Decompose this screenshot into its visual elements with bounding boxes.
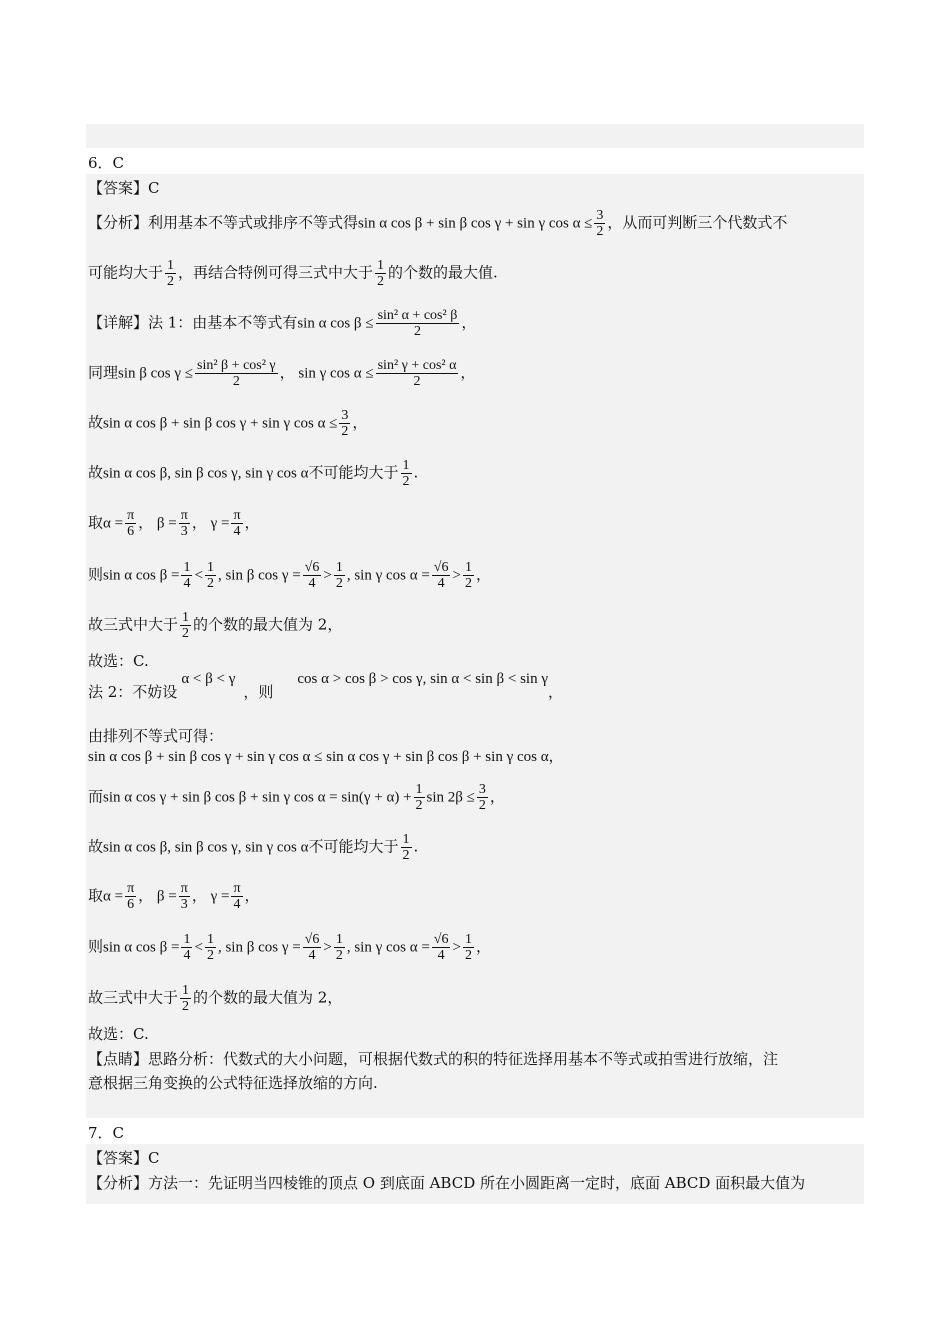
q6-rearr-label: 由排列不等式可得：	[88, 727, 224, 745]
q6-hint-line2: 意根据三角变换的公式特征选择放缩的方向.	[88, 1074, 378, 1092]
q6-choose-1: 故选：C.	[88, 652, 149, 670]
q6-while-line: 而sin α cos γ + sin β cos β + sin γ cos α = sin(γ + α) + $\frac{1}{2}$ sin 2β ≤ $\frac{3}{2}$ ，	[88, 782, 505, 813]
q6-so3-line: 故sin α cos β, sin β cos γ, sin γ cos α不可能均大于 $\frac{1}{2}$ .	[88, 832, 419, 863]
q6-method2-line: 法 2：不妨设α < β < γ，则cos α > cos β > cos γ, sin α < sin β < sin γ，	[88, 671, 563, 701]
q6-heading: 6．C	[88, 154, 125, 172]
shade-top	[86, 124, 864, 148]
q6-take-line-1: 取α = $\frac{\pi}{6}$ ， β = $\frac{\pi}{3}$ ， γ = $\frac{\pi}{4}$ ，	[88, 508, 260, 539]
q6-conclude-line-1: 故三式中大于 $\frac{1}{2}$ 的个数的最大值为 2，	[88, 610, 343, 641]
q6-hint-line1: 【点睛】思路分析：代数式的大小问题，可根据代数式的积的特征选择用基本不等式或拍雪进行放缩，注	[88, 1050, 779, 1068]
q6-conclude-line-2: 故三式中大于 $\frac{1}{2}$ 的个数的最大值为 2，	[88, 983, 343, 1014]
q6-analysis-line1: 【分析】利用基本不等式或排序不等式得sin α cos β + sin β cos γ + sin γ cos α ≤ $\frac{3}{2}$ ，从而可判断三个代数式不	[88, 208, 788, 239]
q6-detail-line: 【详解】法 1：由基本不等式有sin α cos β ≤ $\frac{\text{sin² α + cos² β}}{2}$ ，	[88, 308, 477, 339]
q6-same-line: 同理sin β cos γ ≤ $\frac{\text{sin² β + cos² γ}}{2}$ ， sin γ cos α ≤ $\frac{\text{sin² γ + cos² α}}{2}$ ，	[88, 358, 476, 389]
q7-heading: 7．C	[88, 1124, 125, 1142]
q6-so2-line: 故sin α cos β, sin β cos γ, sin γ cos α不可能均大于 $\frac{1}{2}$ .	[88, 458, 419, 489]
q7-analysis: 【分析】方法一：先证明当四棱锥的顶点 O 到底面 ABCD 所在小圆距离一定时，底面 ABCD 面积最大值为	[88, 1174, 806, 1192]
q6-take-line-2: 取α = $\frac{\pi}{6}$ ， β = $\frac{\pi}{3}$ ， γ = $\frac{\pi}{4}$ ，	[88, 881, 260, 912]
q6-rearr-expr: sin α cos β + sin β cos γ + sin γ cos α ≤ sin α cos γ + sin β cos β + sin γ cos α，	[88, 747, 564, 765]
q6-answer: 【答案】C	[88, 179, 160, 197]
q6-then-line-2: 则sin α cos β = $\frac{1}{4}$ < $\frac{1}{2}$ , sin β cos γ = $\frac{√6}{4}$ > $\frac{1}{2}$ , sin γ cos α = $\frac{√6}{4}$ > $\frac{1}{2}$ ，	[88, 932, 491, 963]
q6-choose-2: 故选：C.	[88, 1025, 149, 1043]
q6-so1-line: 故sin α cos β + sin β cos γ + sin γ cos α ≤ $\frac{3}{2}$ ，	[88, 408, 368, 439]
q6-analysis-line2: 可能均大于 $\frac{1}{2}$ ，再结合特例可得三式中大于 $\frac{1}{2}$ 的个数的最大值.	[88, 258, 498, 289]
q7-answer: 【答案】C	[88, 1149, 160, 1167]
q6-then-line-1: 则sin α cos β = $\frac{1}{4}$ < $\frac{1}{2}$ , sin β cos γ = $\frac{√6}{4}$ > $\frac{1}{2}$ , sin γ cos α = $\frac{√6}{4}$ > $\frac{1}{2}$ ，	[88, 560, 491, 591]
